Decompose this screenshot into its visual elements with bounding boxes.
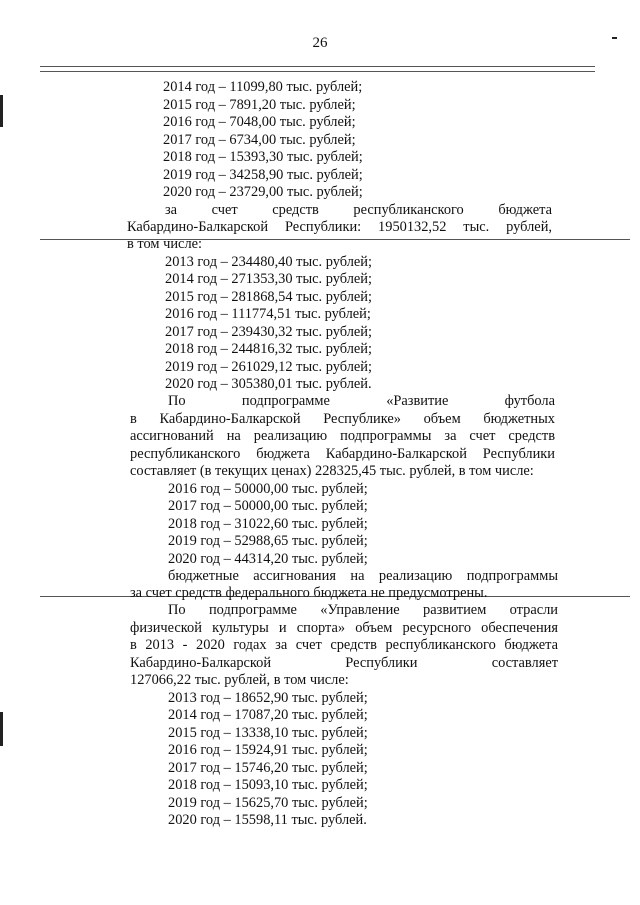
text-line: 2015 год – 13338,10 тыс. рублей; [168,725,368,741]
scan-mark-left-1 [0,95,3,127]
page-number: 26 [312,35,328,51]
scan-line-top-2 [40,71,595,72]
text-line: 2018 год – 15393,30 тыс. рублей; [163,149,363,165]
text-line: республиканского бюджета Кабардино-Балкарской Республики [130,446,555,462]
text-line: 2016 год – 111774,51 тыс. рублей; [165,306,371,322]
text-line: 2015 год – 281868,54 тыс. рублей; [165,289,372,305]
text-line: ассигнований на реализацию подпрограммы за счет средств [130,428,555,444]
text-line: 2020 год – 305380,01 тыс. рублей. [165,376,372,392]
text-line: 2013 год – 18652,90 тыс. рублей; [168,690,368,706]
text-line: в 2013 - 2020 годах за счет средств республиканского бюджета [130,637,558,653]
text-line: 127066,22 тыс. рублей, в том числе: [130,672,349,688]
text-line: 2018 год – 244816,32 тыс. рублей; [165,341,372,357]
text-line: 2016 год – 50000,00 тыс. рублей; [168,481,368,497]
text-line: Кабардино-Балкарской Республики: 1950132,52 тыс. рублей, [127,219,552,235]
text-line: 2019 год – 34258,90 тыс. рублей; [163,167,363,183]
text-line: бюджетные ассигнования на реализацию подпрограммы [168,568,558,584]
text-line: 2019 год – 52988,65 тыс. рублей; [168,533,368,549]
text-line: 2013 год – 234480,40 тыс. рублей; [165,254,372,270]
text-line: в Кабардино-Балкарской Республике» объем бюджетных [130,411,555,427]
text-line: 2016 год – 15924,91 тыс. рублей; [168,742,368,758]
text-line: 2020 год – 23729,00 тыс. рублей; [163,184,363,200]
text-line: 2015 год – 7891,20 тыс. рублей; [163,97,356,113]
text-line: физической культуры и спорта» объем ресурсного обеспечения [130,620,558,636]
text-line: в том числе: [127,236,203,252]
scan-line-top [40,66,595,67]
text-line: 2017 год – 50000,00 тыс. рублей; [168,498,368,514]
text-line: По подпрограмме «Управление развитием отрасли [168,602,558,618]
scan-mark-left-2 [0,712,3,746]
text-line: 2018 год – 31022,60 тыс. рублей; [168,516,368,532]
text-line: 2016 год – 7048,00 тыс. рублей; [163,114,356,130]
text-line: составляет (в текущих ценах) 228325,45 тыс. рублей, в том числе: [130,463,534,479]
text-line: По подпрограмме «Развитие футбола [168,393,555,409]
text-line: 2017 год – 239430,32 тыс. рублей; [165,324,372,340]
text-line: 2017 год – 6734,00 тыс. рублей; [163,132,356,148]
text-line: 2019 год – 15625,70 тыс. рублей; [168,795,368,811]
text-line: Кабардино-Балкарской Республики составляет [130,655,558,671]
text-line: 2020 год – 15598,11 тыс. рублей. [168,812,367,828]
text-line: за счет средств федерального бюджета не предусмотрены. [130,585,488,601]
text-line: 2018 год – 15093,10 тыс. рублей; [168,777,368,793]
text-line: 2020 год – 44314,20 тыс. рублей; [168,551,368,567]
text-line: 2017 год – 15746,20 тыс. рублей; [168,760,368,776]
text-line: 2019 год – 261029,12 тыс. рублей; [165,359,372,375]
text-line: за счет средств республиканского бюджета [165,202,552,218]
text-line: 2014 год – 271353,30 тыс. рублей; [165,271,372,287]
text-line: 2014 год – 11099,80 тыс. рублей; [163,79,363,95]
text-line: 2014 год – 17087,20 тыс. рублей; [168,707,368,723]
scan-mark-right [612,37,617,39]
